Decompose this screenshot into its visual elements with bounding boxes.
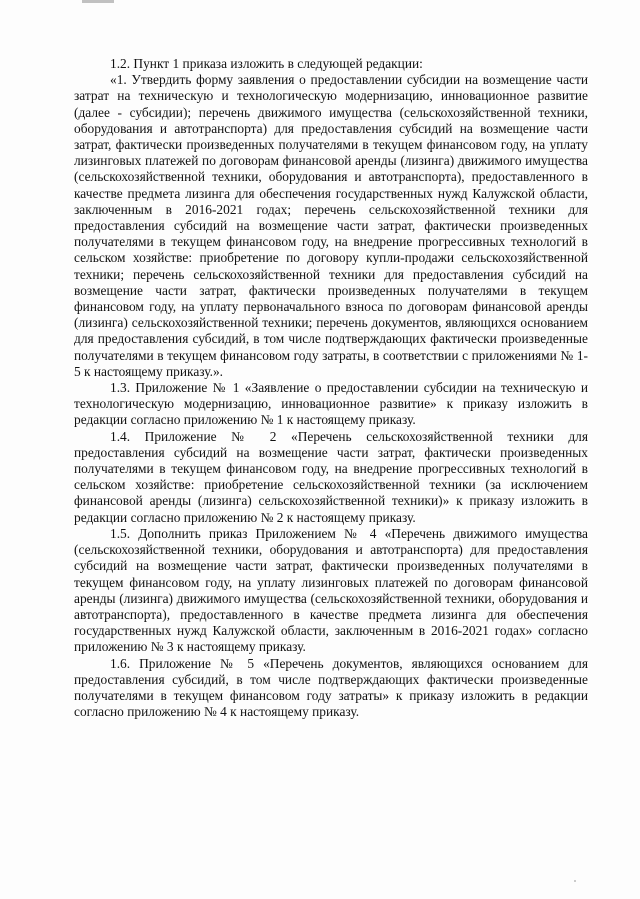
document-body	[74, 56, 588, 720]
paragraph-1-5: 1.5. Дополнить приказ Приложением № 4 «Перечень движимого имущества (сельскохозяйственной техники, оборудования и автотранспорта) для предоставления субсидий на возмещение части затрат, фактически произведенных получателями в текущем финансовом году, на уплату лизинговых платежей по договорам финансовой аренды (лизинга) движимого имущества (сельскохозяйственной техники, оборудования и автотранспорта), предоставленного в качестве предмета лизинга для обеспечения государственных нужд Калужской области, заключенным в 2016-2021 годах» согласно приложению № 3 к настоящему приказу.	[74, 525, 588, 655]
paragraph-1-2-quoted: «1. Утвердить форму заявления о предоставлении субсидии на возмещение части затрат на техническую и технологическую модернизацию, инновационное развитие (далее - субсидии); перечень движимого имущества (сельскохозяйственной техники, оборудования и автотранспорта) для предоставления субсидий на возмещение части затрат, фактически произведенных получателями в текущем финансовом году, на уплату лизинговых платежей по договорам финансовой аренды (лизинга) движимого имущества (сельскохозяйственной техники, оборудования и автотранспорта), предоставленного в качестве предмета лизинга для обеспечения государственных нужд Калужской области, заключенным в 2016-2021 годах; перечень сельскохозяйственной техники для предоставления субсидий на возмещение части затрат, фактически произведенных получателями в текущем финансовом году, на внедрение прогрессивных технологий в сельском хозяйстве: приобретение по договору купли-продажи сельскохозяйственной техники; перечень сельскохозяйственной техники для предоставления субсидий на возмещение части затрат, фактически произведенных получателями в текущем финансовом году, на уплату первоначального взноса по договорам финансовой аренды (лизинга) сельскохозяйственной техники; перечень документов, являющихся основанием для предоставления субсидий, в том числе подтверждающих фактически произведенные получателями в текущем финансовом году затраты, в соответствии с приложениями № 1- 5 к настоящему приказу.».	[74, 72, 588, 379]
paragraph-1-4: 1.4. Приложение № 2 «Перечень сельскохозяйственной техники для предоставления субсидий на возмещение части затрат, фактически произведенных получателями в текущем финансовом году, на внедрение прогрессивных технологий в сельском хозяйстве: приобретение сельскохозяйственной техники (за исключением финансовой аренды (лизинга) сельскохозяйственной техники)» к приказу изложить в редакции согласно приложению № 2 к настоящему приказу.	[74, 428, 588, 525]
paragraph-1-3: 1.3. Приложение № 1 «Заявление о предоставлении субсидии на техническую и технологическую модернизацию, инновационное развитие» к приказу изложить в редакции согласно приложению № 1 к настоящему приказу.	[74, 380, 588, 428]
paragraph-1-6: 1.6. Приложение № 5 «Перечень документов, являющихся основанием для предоставления субсидий, в том числе подтверждающих фактически произведенные получателями в текущем финансовом году затраты» к приказу изложить в редакции согласно приложению № 4 к настоящему приказу.	[74, 655, 588, 720]
scan-dot	[574, 880, 576, 882]
paragraph-1-2: 1.2. Пункт 1 приказа изложить в следующей редакции:	[110, 56, 423, 71]
scan-artifact	[82, 0, 114, 3]
